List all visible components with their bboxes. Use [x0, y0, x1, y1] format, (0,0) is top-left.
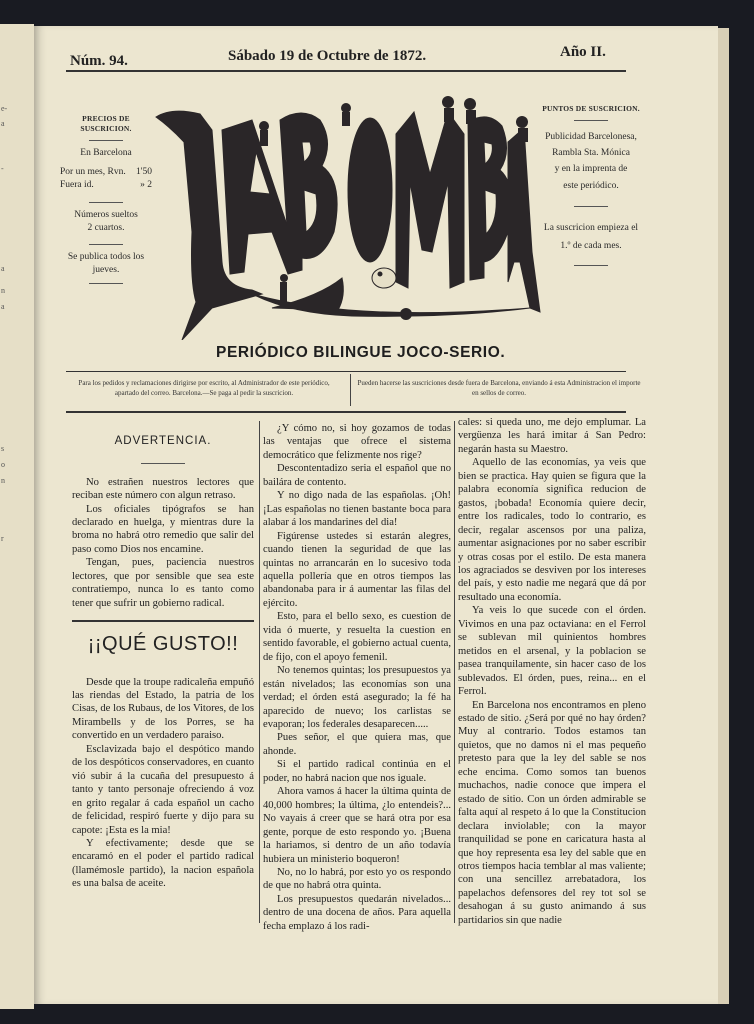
col2-paragraph: Si el partido radical continúa en el poder, no habrá nacion que nos iguale.: [263, 759, 451, 784]
col3-paragraph: cales: si queda uno, me dejo emplumar. La vergüenza les hará imitar á San Pedro: negarán hasta su Maestro.: [458, 417, 646, 455]
col2-paragraph: ¿Y cómo no, si hoy gozamos de todas las ventajas que ofrece el sistema democrático que felizmente nos rige?: [263, 423, 451, 461]
points-title: PUNTOS DE SUSCRICION.: [542, 104, 640, 113]
col2-paragraph: Y no digo nada de las españolas. ¡Oh! ¡Las españolas no tienen bastante boca para alabar á los mandarines del dia!: [263, 490, 451, 529]
col3-paragraph: En Barcelona nos encontramos en pleno estado de sitio. ¿Será por qué no hay órden? Muy al contrario. Todos estamos tan quietos, que no damos ni el mas pequeño pretesto para que la ley del sable se nos eche encima. Como somos tan buenos muchachos, nadie conoce que impera el estado de sitio. Con un órden admirable se falta aquí al respeto á lo que la Constitucion declara inviolable; con la mayor tranquilidad se pone en caricatura hasta al que hoy representa esa ley del sable que en otros tiempos hacia temblar al mas valiente; con una sencillez arrebatadora, los papelachos defensores del rey tot sol se desahogan á su gusto animando á sus partidarios sin que nadie: [458, 699, 646, 926]
single-issues-line2: 2 cuartos.: [87, 222, 125, 233]
gusto-paragraph: Desde que la troupe radicaleña empuñó las riendas del Estado, la patria de los Cisas, de los Rubaus, de los Vitores, de los Mirambells y de los Porres, se ha convertido en un verdadero paraiso.: [72, 676, 254, 742]
publication-day-line1: Se publica todos los: [67, 252, 145, 263]
price-outside-value: » 2: [140, 179, 152, 190]
column-3: [458, 416, 646, 927]
point-line-1: Publicidad Barcelonesa,: [545, 132, 637, 143]
price-outside-label: Fuera id.: [60, 179, 94, 190]
col2-paragraph: Pues señor, el que quiera mas, que ahonde.: [263, 732, 451, 757]
publication-day-line2: jueves.: [92, 265, 120, 276]
single-issues-line1: Números sueltos: [74, 209, 138, 220]
col3-paragraph: Aquello de las economías, ya veis que bien se practica. Hay quien se figura que la palabra economía significa reducion de gastos, ¡bobada! Economía quiere decir, entre los radicales, todo lo contrario, es decir, regalar ascensos por una paliza, aumentar asignaciones por no saber escribir y otras cosas por el estilo. De esta manera los agraciados se desviven por los intereses del país, y esto nadie me negará que dá por resultado una economía.: [458, 457, 646, 603]
notice-right: Pueden hacerse las suscriciones desde fuera de Barcelona, enviando á esta Administracion el importe en sellos de correo.: [357, 379, 641, 398]
prices-city: En Barcelona: [80, 148, 132, 159]
notice-bottom-rule: [66, 411, 626, 413]
issue-year: Año II.: [560, 44, 606, 60]
masthead-logo: [152, 82, 542, 340]
prices-title: PRECIOS DE SUSCRICION.: [80, 114, 132, 134]
subscription-prices: [60, 114, 152, 290]
start-line-1: La suscricion empieza el: [543, 222, 639, 233]
point-line-3: y en la imprenta de: [554, 164, 628, 175]
masthead-subtitle: PERIÓDICO BILINGUE JOCO-SERIO.: [216, 344, 506, 361]
header-rule: [66, 70, 626, 72]
point-line-2: Rambla Sta. Mónica: [552, 148, 630, 159]
gusto-paragraph: Esclavizada bajo el despótico mando de los despóticos conservadores, en cuanto vió subir á la cucaña del presupuesto á tanto y tanto personaje ofreciendo á voz en grito regalar á cada español un cacho de felicidad, respiró fuerte y dijo para su capote: ¡Esta es la mia!: [72, 743, 254, 836]
price-month-value: 1'50: [136, 167, 152, 178]
column-1: [72, 434, 254, 891]
column-divider: [454, 421, 455, 923]
issue-number: Núm. 94.: [70, 53, 128, 69]
start-line-2: 1.º de cada mes.: [560, 240, 622, 251]
advertencia-paragraph: Tengan, pues, paciencia nuestros lectores, que por sensible que sea este contratiempo, nunca lo es tanto como tener que sufrir un gobierno radical.: [72, 557, 254, 609]
advertencia-paragraph: Los oficiales tipógrafos se han declarado en huelga, y mientras dure la broma no habrá otro remedio que salir del paso como Dios nos encamine.: [72, 503, 254, 555]
notice-top-rule: [66, 371, 626, 372]
issue-date: Sábado 19 de Octubre de 1872.: [228, 48, 427, 64]
col2-paragraph: No, no lo habrá, por esto yo os respondo de que no habrá otra quinta.: [263, 866, 451, 892]
col2-paragraph: Descontentadizo seria el español que no bailára de contento.: [263, 463, 451, 488]
column-divider: [259, 421, 260, 923]
section-rule: [72, 620, 254, 622]
col2-paragraph: No tenemos quintas; los presupuestos ya están nivelados; las economías son una verdad; el órden está asegurado; la fé ha aparecido de nuevo; los carlistas se evaporan; los federales desaparecen.....: [263, 665, 451, 730]
col2-paragraph: Ahora vamos á hacer la última quinta de 40,000 hombres; la última, ¿lo entendeis?... No vayais á creer que se hará otra por esa gente, porque de esto respondo yo. ¡Buena la hariamos, si dentro de un año todavía hubiera un ministerio boqueron!: [263, 786, 451, 865]
subscription-points: [532, 104, 650, 272]
column-2: [263, 422, 451, 933]
col3-paragraph: Ya veis lo que sucede con el órden. Vivimos en una paz octaviana: en el Ferrol se sublevan mil quinientos hombres metidos en el arsenal, y la poblacion se pasea tranquilamente, sin hacer caso de los sublevados. El órden, pues, reina... en el Ferrol.: [458, 605, 646, 698]
adjacent-page-edge: e- a - a n a s o n r: [0, 24, 34, 1009]
notice-left: Para los pedidos y reclamaciones dirigirse por escrito, al Administrador de este periódico, apartado del correo. Barcelona.—Se paga al pedir la suscricion.: [78, 379, 330, 398]
col2-paragraph: Esto, para el bello sexo, es cuestion de vida ó muerte, y resuelta la cuestion en sentido favorable, el gobierno actual cuenta, de fijo, con el apoyo femenil.: [263, 611, 451, 663]
col2-paragraph: Los presupuestos quedarán nivelados... dentro de una docena de años. Para aquella fecha emplazo á los radi-: [263, 893, 451, 932]
newspaper-page: [34, 26, 718, 1004]
point-line-4: este periódico.: [563, 180, 619, 191]
advertencia-paragraph: No estrañen nuestros lectores que reciban este número con algun retraso.: [72, 476, 254, 502]
advertencia-title: ADVERTENCIA.: [114, 435, 212, 447]
gusto-paragraph: Y efectivamente; desde que se encaramó en el poder el partido radical (llamémosle partido), la nacion española es una balsa de aceite.: [72, 837, 254, 890]
que-gusto-title: ¡¡QUÉ GUSTO!!: [87, 633, 239, 656]
col2-paragraph: Figúrense ustedes si estarán alegres, cuando tienen la seguridad de que las quintas no arrancarán en lo sucesivo toda aquella pollería que en otros tiempos las abandonaba para ir á aumentar las filas del ejército.: [263, 530, 451, 609]
price-month-label: Por un mes, Rvn.: [60, 167, 126, 178]
